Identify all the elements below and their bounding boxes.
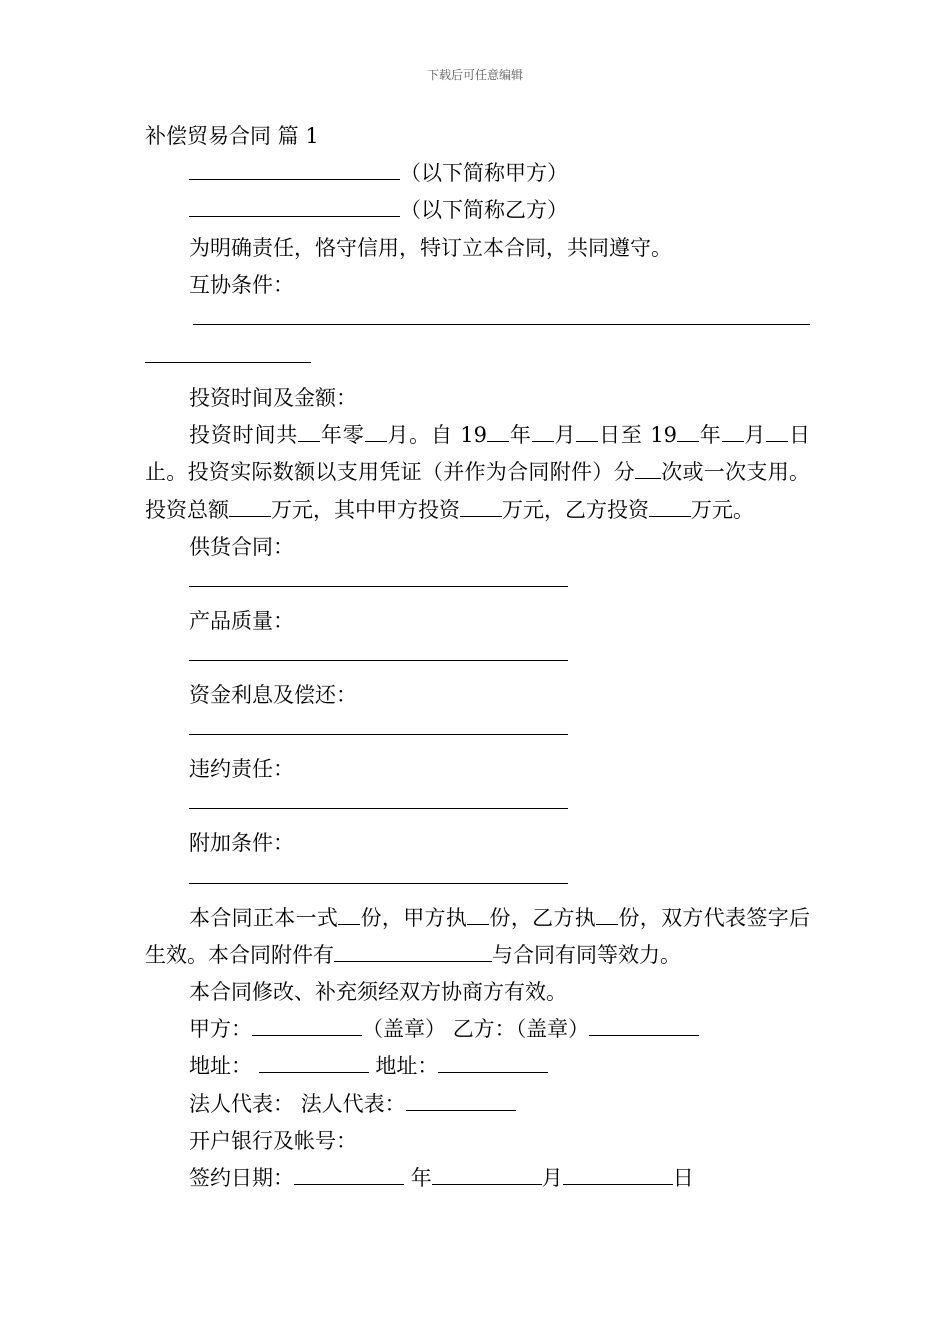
breach-liability-label: 违约责任：: [189, 757, 294, 782]
signing-year-label: 年: [410, 1166, 432, 1191]
total-investment-blank[interactable]: [229, 496, 271, 517]
supply-contract-label: 供货合同：: [189, 534, 294, 559]
additional-conditions-blank[interactable]: [189, 863, 568, 884]
invest-text-2: 年零: [320, 423, 365, 448]
start-day-blank[interactable]: [576, 421, 598, 442]
party-a-sign-label: 甲方：: [189, 1017, 252, 1042]
invest-text-10: 次或一次支用。投资总额: [145, 460, 811, 522]
signing-month-label: 月: [541, 1166, 563, 1191]
contract-document: [145, 118, 810, 1197]
party-b-seal: （盖章）: [515, 1017, 590, 1042]
copies-text-5: 与合同有同等效力。: [492, 942, 681, 967]
product-quality-blank[interactable]: [189, 640, 568, 661]
legal-rep-a-label: 法人代表：: [189, 1091, 294, 1116]
copies-text-2: 份，甲方执: [360, 905, 468, 930]
investment-paragraph: [145, 417, 810, 529]
legal-rep-b-label: 法人代表：: [300, 1091, 406, 1116]
mutual-conditions-blank-1[interactable]: [193, 304, 810, 325]
signatories-line: [145, 1011, 810, 1048]
signing-day-blank[interactable]: [563, 1164, 673, 1185]
end-year-blank[interactable]: [677, 421, 699, 442]
attachments-blank[interactable]: [334, 941, 492, 962]
mutual-conditions-blank-2[interactable]: [145, 342, 311, 363]
signing-month-blank[interactable]: [432, 1164, 542, 1185]
copies-text-4: 份，双方代表签字后生效。本合同附件有: [145, 905, 811, 967]
bank-account-label: 开户银行及帐号：: [189, 1128, 357, 1153]
document-title: 补偿贸易合同 篇 1: [145, 124, 319, 148]
start-year-blank[interactable]: [487, 421, 509, 442]
invest-months-blank[interactable]: [365, 421, 387, 442]
copies-text-1: 本合同正本一式: [189, 905, 339, 930]
investment-label: 投资时间及金额：: [189, 385, 357, 410]
modification-clause: 本合同修改、补充须经双方协商方有效。: [189, 980, 567, 1005]
invest-text-4: 年: [509, 423, 532, 448]
party-a-blank[interactable]: [189, 159, 400, 180]
product-quality-label: 产品质量：: [189, 608, 294, 633]
copies-party-b-blank[interactable]: [596, 904, 618, 925]
party-a-investment-blank[interactable]: [460, 496, 502, 517]
address-a-blank[interactable]: [259, 1053, 369, 1074]
invest-text-11: 万元，其中甲方投资: [271, 497, 460, 522]
address-a-label: 地址：: [189, 1054, 252, 1079]
party-b-suffix: （以下简称乙方）: [400, 198, 568, 223]
copies-party-a-blank[interactable]: [467, 904, 489, 925]
address-b-blank[interactable]: [438, 1053, 548, 1074]
party-a-seal: （盖章）: [362, 1017, 446, 1042]
legal-rep-line: [145, 1086, 810, 1123]
end-day-blank[interactable]: [766, 421, 788, 442]
party-a-sign-blank[interactable]: [252, 1015, 362, 1036]
party-b-investment-blank[interactable]: [649, 496, 691, 517]
installments-blank[interactable]: [635, 458, 661, 479]
additional-conditions-label: 附加条件：: [189, 831, 294, 856]
invest-text-13: 万元。: [691, 497, 754, 522]
invest-text-3: 月。自 19: [386, 423, 488, 448]
invest-text-8: 月: [743, 423, 767, 448]
invest-text-5: 月: [553, 423, 577, 448]
invest-years-blank[interactable]: [298, 421, 320, 442]
legal-rep-b-blank[interactable]: [406, 1090, 516, 1111]
party-b-sign-blank[interactable]: [589, 1015, 699, 1036]
invest-text-12: 万元，乙方投资: [502, 497, 649, 522]
party-b-blank[interactable]: [189, 196, 400, 217]
copies-total-blank[interactable]: [338, 904, 360, 925]
invest-text-6: 日至 19: [598, 423, 677, 448]
mutual-conditions-label: 互协条件：: [189, 272, 294, 297]
signing-day-label: 日: [672, 1166, 694, 1191]
interest-repayment-blank[interactable]: [189, 714, 568, 735]
address-b-label: 地址：: [375, 1054, 439, 1079]
party-b-sign-label: 乙方：: [452, 1017, 516, 1042]
end-month-blank[interactable]: [722, 421, 744, 442]
party-a-line: [145, 155, 810, 192]
page-header: 下载后可任意编辑: [426, 68, 523, 82]
address-line: [145, 1048, 810, 1085]
party-a-suffix: （以下简称甲方）: [400, 161, 568, 186]
start-month-blank[interactable]: [532, 421, 554, 442]
copies-paragraph: [145, 900, 810, 974]
invest-text-9: 日止。投资实际数额以支用凭证（并作为合同附件）分: [145, 423, 811, 485]
breach-liability-blank[interactable]: [189, 788, 568, 809]
invest-text-7: 年: [698, 423, 722, 448]
interest-repayment-label: 资金利息及偿还：: [189, 683, 357, 708]
signing-year-blank[interactable]: [294, 1164, 404, 1185]
copies-text-3: 份，乙方执: [489, 905, 597, 930]
intro-statement: 为明确责任，恪守信用，特订立本合同，共同遵守。: [189, 235, 672, 260]
supply-contract-blank[interactable]: [189, 566, 568, 587]
signing-date-line: [145, 1160, 810, 1197]
invest-text-1: 投资时间共: [189, 423, 299, 448]
signing-date-label: 签约日期：: [189, 1166, 294, 1191]
party-b-line: [145, 192, 810, 229]
